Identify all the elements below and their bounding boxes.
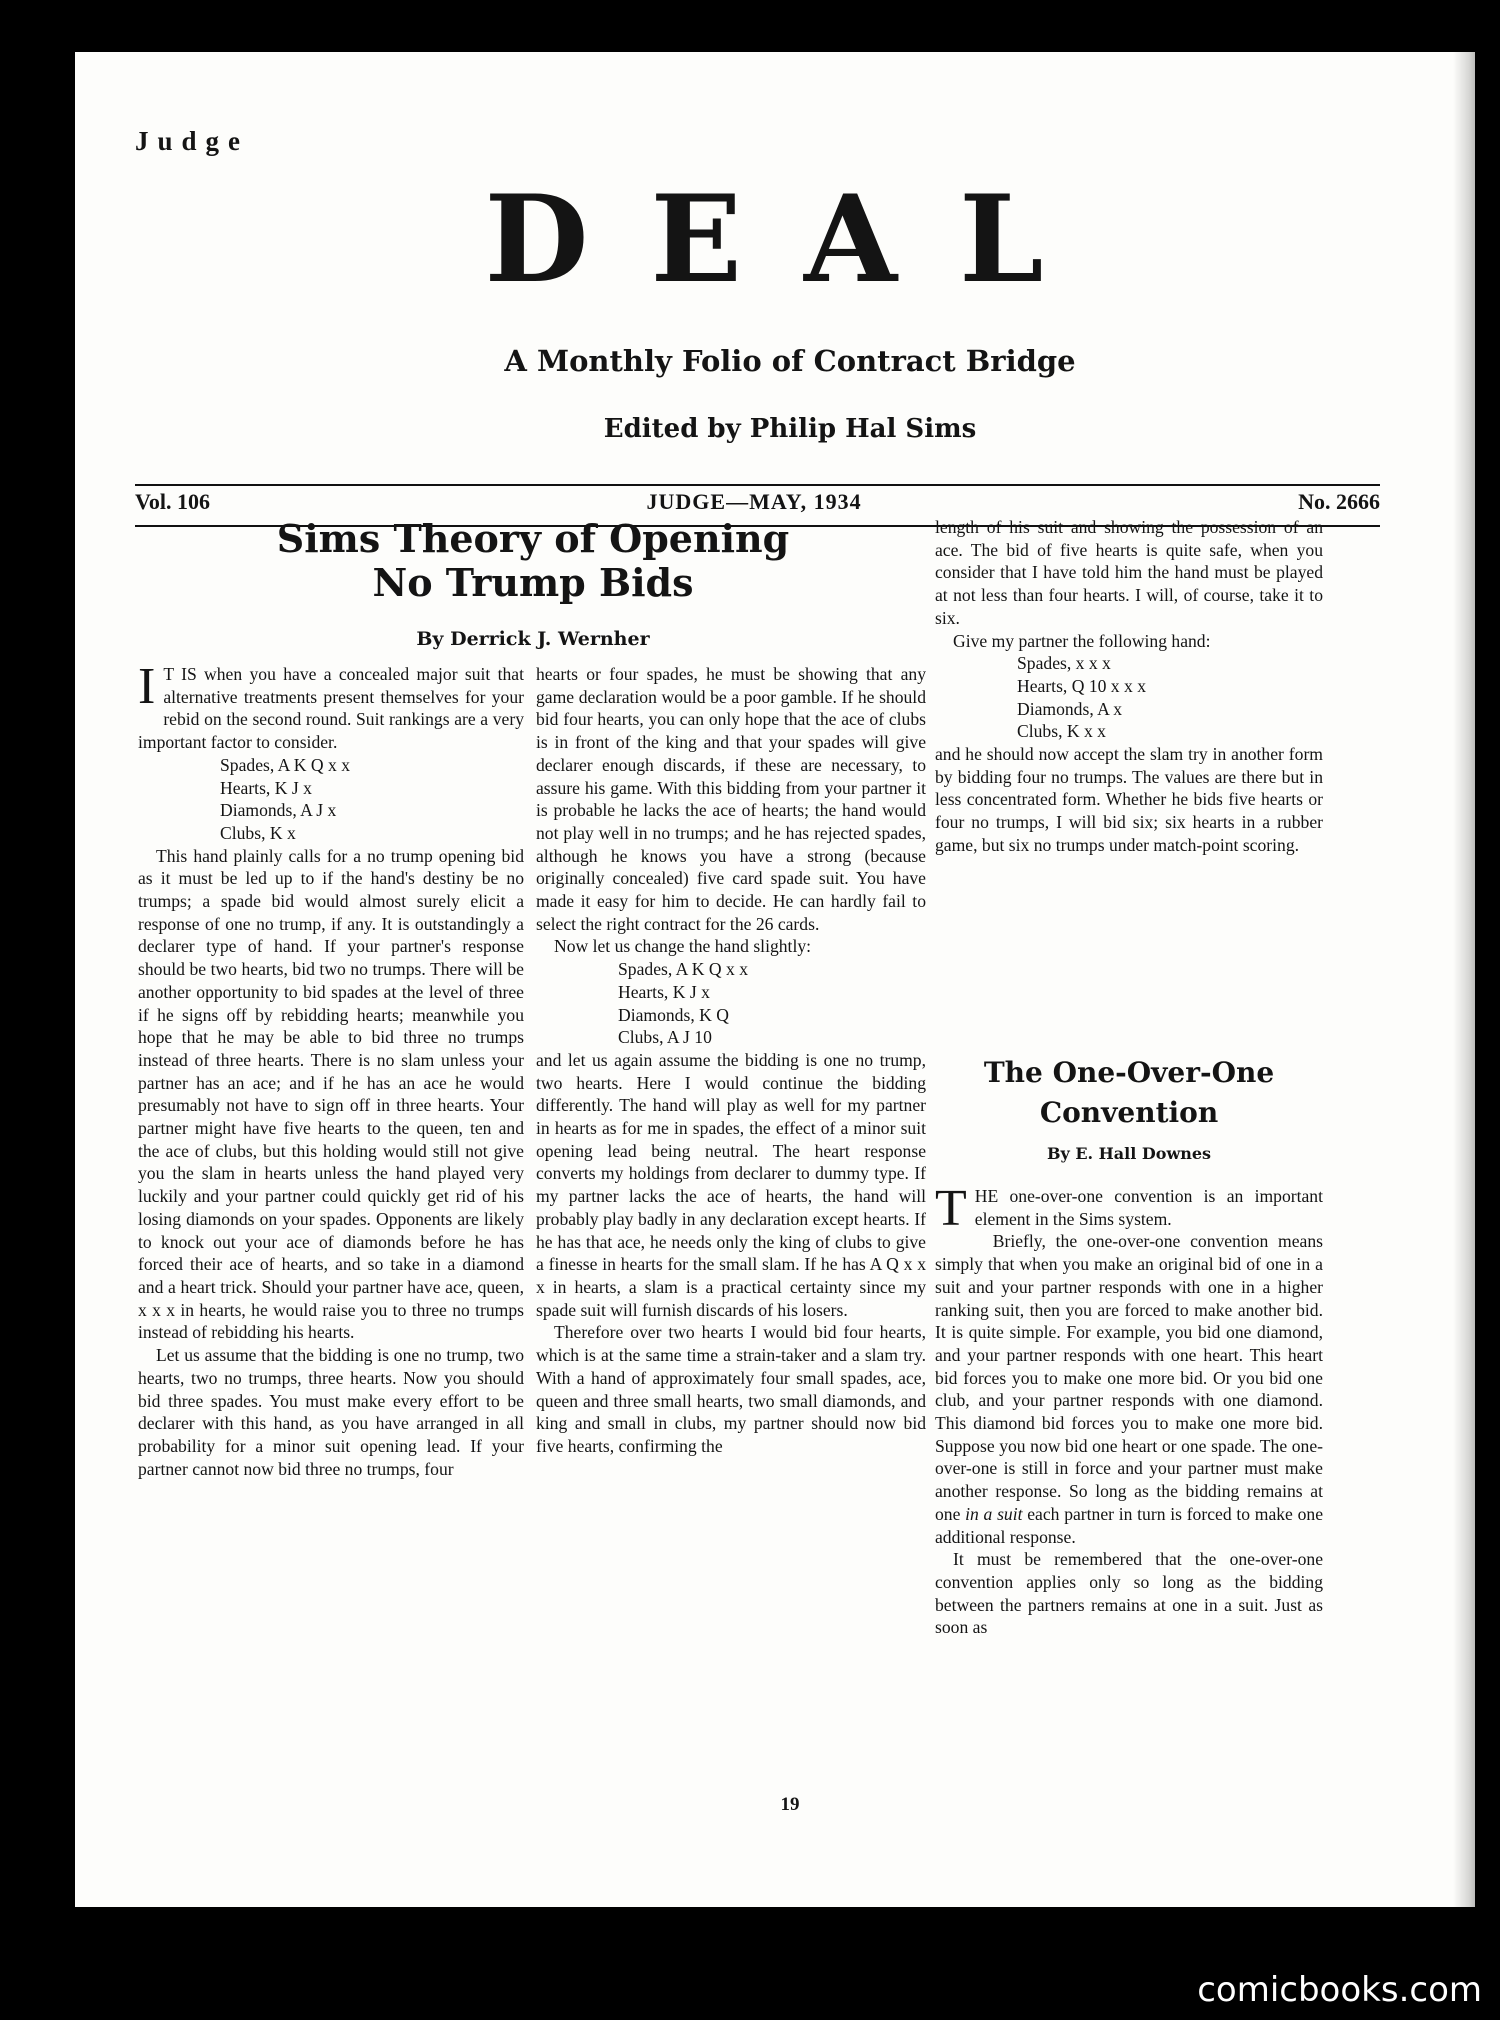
paragraph: THE one-over-one convention is an important element in the Sims system. <box>935 1180 1323 1237</box>
magazine-kicker: Judge <box>135 126 250 156</box>
masthead-title: DEAL <box>484 169 1106 310</box>
page-number: 19 <box>780 1794 800 1815</box>
paragraph: and let us again assume the bidding is one no trump, two hearts. Here I would continue the bidding differently. The hand will play as well for my partner in hearts as for me in spades, the effect of a minor suit opening lead being neutral. The heart response converts my holdings from declarer to dummy type. If my partner lacks the ace of hearts, the hand will probably play badly in any declaration except hearts. If he has that ace, he needs only the king of clubs to give a finesse in hearts for the small slam. If he has A Q x x x in hearts, a slam is a practical certainty since my spade suit will furnish discards of his losers. <box>536 1049 926 1320</box>
article-title-line2: No Trump Bids <box>372 560 694 605</box>
masthead-subtitle: A Monthly Folio of Contract Bridge <box>504 344 1076 378</box>
hand-hearts: Hearts, K J x <box>220 777 312 798</box>
bridge-hand <box>138 754 524 845</box>
article-title-line1: Sims Theory of Opening <box>276 516 790 561</box>
bridge-hand <box>536 958 926 1049</box>
hand-clubs: Clubs, K x <box>220 822 296 843</box>
paragraph: Let us assume that the bidding is one no trump, two hearts, two no trumps, three hearts. Now you should bid three spades. You must make every effort to be declarer with this hand, as you have arranged in all probability for a minor suit opening lead. If your partner cannot now bid three no trumps, four <box>138 1345 524 1479</box>
hand-spades: Spades, x x x <box>1017 653 1111 674</box>
issue-bar <box>135 489 1380 515</box>
hand-diamonds: Diamonds, A J x <box>220 800 337 821</box>
hand-spades: Spades, A K Q x x <box>220 754 351 775</box>
text-column-2 <box>536 663 926 1458</box>
hand-clubs: Clubs, A J 10 <box>618 1027 712 1048</box>
hand-clubs: Clubs, K x x <box>1017 721 1106 742</box>
text-column-1 <box>138 658 524 1480</box>
paragraph: This hand plainly calls for a no trump opening bid as it must be led up to if the hand's destiny be no trumps; a spade bid would almost surely elicit a response of one no trump, if any. It is outstandingly a declarer type of hand. If your partner's response should be two hearts, bid two no trumps. There will be another opportunity to bid spades at the level of three if he signs off by rebidding hearts; meanwhile you hope that he may be able to bid three no trumps instead of three hearts. There is no slam unless your partner has an ace; and if he has an ace he would presumably not have to sign off in three hearts. Your partner might have five hearts to the queen, ten and the ace of clubs, but this holding would still not give you the slam in hearts unless the hand played very luckily and your partner could quickly get rid of his losing diamonds on your spades. Opponents are likely to knock out your ace of diamonds before he has forced their ace of hearts, and so take in a diamond and a heart trick. Should your partner have ace, queen, x x x in hearts, he would raise you to three no trumps instead of rebidding his hearts. <box>138 845 524 1343</box>
paragraph: and he should now accept the slam try in another form by bidding four no trumps. The values are there but in less concentrated form. Whether he bids five hearts or four no trumps, I will bid six; six hearts in a rubber game, but six no trumps under match-point scoring. <box>935 744 1323 855</box>
issue-date: JUDGE—MAY, 1934 <box>646 489 862 514</box>
article2-title <box>935 1053 1323 1133</box>
paragraph: hearts or four spades, he must be showing that any game declaration would be a poor gamble. If he should bid four hearts, you can only hope that the ace of clubs is in front of the king and that your spades will give declarer enough discards, if these are necessary, to assure his game. With this bidding from your partner it is probable he lacks the ace of hearts; the hand would not play well in no trumps; and he has rejected spades, although he knows you have a strong (because originally concealed) five card spade suit. You have made it easy for him to decide. He can hardly fail to select the right contract for the 26 cards. <box>536 664 926 934</box>
bridge-hand <box>935 652 1323 743</box>
masthead-editor: Edited by Philip Hal Sims <box>603 414 977 444</box>
article2-body <box>935 1180 1323 1639</box>
article2-byline: By E. Hall Downes <box>1046 1144 1212 1163</box>
page-edge-shadow <box>1453 52 1475 1907</box>
article-title <box>138 517 928 605</box>
article-byline: By Derrick J. Wernher <box>416 628 650 650</box>
volume-label: Vol. 106 <box>135 489 210 514</box>
paragraph: Briefly, the one-over-one convention means simply that when you make an original bid of one in a suit and your partner responds with one in a higher ranking suit, then you are forced to make another bid. It is quite simple. For example, you bid one diamond, and your partner responds with one heart. This heart bid forces you to make one more bid. Or you bid one club, and your partner responds with one diamond. This diamond bid forces you to make one more bid. Suppose you now bid one heart or one spade. The one-over-one is still in force and your partner must make another response. So long as the bidding remains at one in a suit each partner in turn is forced to make one additional response. <box>935 1231 1323 1547</box>
paragraph: Now let us change the hand slightly: <box>554 936 812 957</box>
issue-number: No. 2666 <box>1298 489 1380 514</box>
drop-cap: T <box>935 1180 967 1237</box>
paragraph: length of his suit and showing the possession of an ace. The bid of five hearts is quite safe, when you consider that I have told him the hand must be played at not less than four hearts. I will, of course, take it to six. <box>935 517 1323 628</box>
drop-cap: I <box>138 658 156 715</box>
text-column-3 <box>935 516 1323 857</box>
article2-title-line2: Convention <box>1039 1096 1219 1129</box>
paragraph: It must be remembered that the one-over-one convention applies only so long as the bidding between the partners remains at one in a suit. Just as soon as <box>935 1549 1323 1638</box>
paragraph: Therefore over two hearts I would bid four hearts, which is at the same time a strain-taker and a slam try. With a hand of approximately four small spades, ace, queen and three small hearts, two small diamonds, and king and small in clubs, my partner should now bid five hearts, confirming the <box>536 1322 926 1456</box>
top-rule <box>135 484 1380 486</box>
article2-title-line1: The One-Over-One <box>983 1056 1275 1089</box>
paragraph: Give my partner the following hand: <box>953 630 1211 651</box>
hand-hearts: Hearts, K J x <box>618 981 710 1002</box>
hand-hearts: Hearts, Q 10 x x x <box>1017 675 1146 696</box>
magazine-page <box>75 52 1475 1907</box>
paragraph: I T IS when you have a concealed major suit that alternative treatments present themselves for your rebid on the second round. Suit rankings are a very important factor to consider. <box>138 658 524 753</box>
hand-diamonds: Diamonds, A x <box>1017 698 1123 719</box>
watermark: comicbooks.com <box>1197 1970 1482 2010</box>
hand-spades: Spades, A K Q x x <box>618 959 749 980</box>
hand-diamonds: Diamonds, K Q <box>618 1004 729 1025</box>
